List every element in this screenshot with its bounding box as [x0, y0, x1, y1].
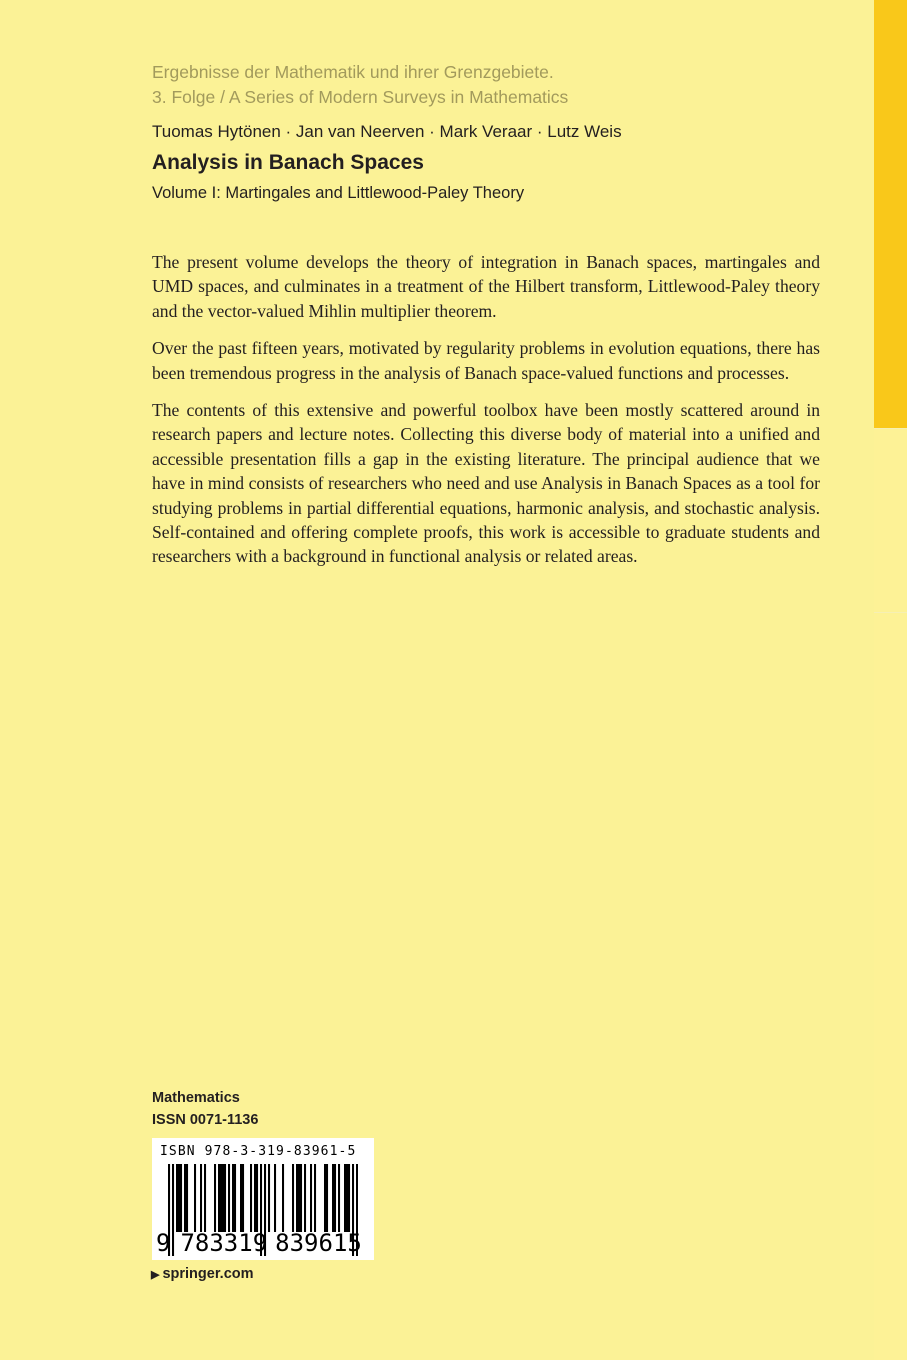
spine-stripe: [874, 0, 907, 428]
barcode-bar: [242, 1164, 244, 1232]
barcode-bar: [344, 1164, 346, 1232]
publisher-url: springer.com: [162, 1266, 254, 1282]
edge-divider: [874, 428, 907, 429]
barcode-bar: [304, 1164, 306, 1232]
barcode-bar: [326, 1164, 328, 1232]
series-line-1: Ergebnisse der Mathematik und ihrer Grenzgebiete.: [152, 62, 554, 82]
blurb: [152, 250, 820, 582]
barcode-bar: [334, 1164, 336, 1232]
barcode: [152, 1138, 374, 1260]
subject-label: Mathematics: [152, 1090, 240, 1106]
barcode-bar: [346, 1164, 348, 1232]
barcode-bar: [332, 1164, 334, 1232]
barcode-bar: [222, 1164, 224, 1232]
barcode-bar: [292, 1164, 294, 1232]
ean-digits: [156, 1229, 362, 1257]
ean-right-group: 839615: [275, 1229, 362, 1257]
issn: ISSN 0071-1136: [152, 1112, 259, 1128]
barcode-bar: [310, 1164, 312, 1232]
barcode-bar: [204, 1164, 206, 1232]
barcode-bar: [234, 1164, 236, 1232]
barcode-bar: [186, 1164, 188, 1232]
barcode-bar: [338, 1164, 340, 1232]
barcode-bar: [232, 1164, 234, 1232]
barcode-bar: [314, 1164, 316, 1232]
isbn-number: ISBN 978-3-319-83961-5: [160, 1144, 357, 1159]
edge-divider: [874, 612, 907, 613]
barcode-bar: [228, 1164, 230, 1232]
authors: Tuomas Hytönen · Jan van Neerven · Mark Veraar · Lutz Weis: [152, 122, 622, 141]
barcode-bar: [178, 1164, 180, 1232]
book-subtitle: Volume I: Martingales and Littlewood-Paley Theory: [152, 184, 525, 202]
barcode-bar: [250, 1164, 252, 1232]
barcode-bar: [176, 1164, 178, 1232]
barcode-bar: [256, 1164, 258, 1232]
series-line-2: 3. Folge / A Series of Modern Surveys in Mathematics: [152, 87, 569, 107]
blurb-paragraph: Over the past fifteen years, motivated by regularity problems in evolution equations, there has been tremendous progress in the analysis of Banach space-valued functions and processes.: [152, 338, 820, 383]
barcode-bar: [324, 1164, 326, 1232]
blurb-paragraph: The present volume develops the theory of integration in Banach spaces, martingales and UMD spaces, and culminates in a treatment of the Hilbert transform, Littlewood-Paley theory and the vector-valued Mihlin multiplier theorem.: [152, 252, 820, 321]
blurb-paragraph: The contents of this extensive and powerful toolbox have been mostly scattered around in research papers and lecture notes. Collecting this diverse body of material into a unified and accessible presentation fills a gap in the existing literature. The principal audience that we have in mind consists of researchers who need and use Analysis in Banach Spaces as a tool for studying problems in partial differential equations, harmonic analysis, and stochastic analysis. Self-contained and offering complete proofs, this work is accessible to graduate students and researchers with a background in functional analysis or related areas.: [152, 400, 820, 567]
barcode-bar: [180, 1164, 182, 1232]
barcode-bar: [348, 1164, 350, 1232]
ean-first-digit: 9: [156, 1229, 171, 1257]
barcode-bar: [200, 1164, 202, 1232]
barcode-bar: [240, 1164, 242, 1232]
barcode-bar: [218, 1164, 220, 1232]
series-title: [152, 60, 568, 110]
barcode-bar: [254, 1164, 256, 1232]
barcode-bar: [220, 1164, 222, 1232]
barcode-bar: [214, 1164, 216, 1232]
ean-left-group: 783319: [180, 1229, 268, 1257]
barcode-bar: [300, 1164, 302, 1232]
book-title: Analysis in Banach Spaces: [152, 151, 424, 174]
barcode-bar: [298, 1164, 300, 1232]
barcode-bar: [268, 1164, 270, 1232]
barcode-bar: [224, 1164, 226, 1232]
barcode-bar: [194, 1164, 196, 1232]
barcode-bar: [282, 1164, 284, 1232]
barcode-bar: [274, 1164, 276, 1232]
barcode-bar: [296, 1164, 298, 1232]
barcode-bar: [184, 1164, 186, 1232]
triangle-arrow-icon: ▶: [151, 1269, 160, 1281]
publisher-link[interactable]: [151, 1264, 254, 1285]
